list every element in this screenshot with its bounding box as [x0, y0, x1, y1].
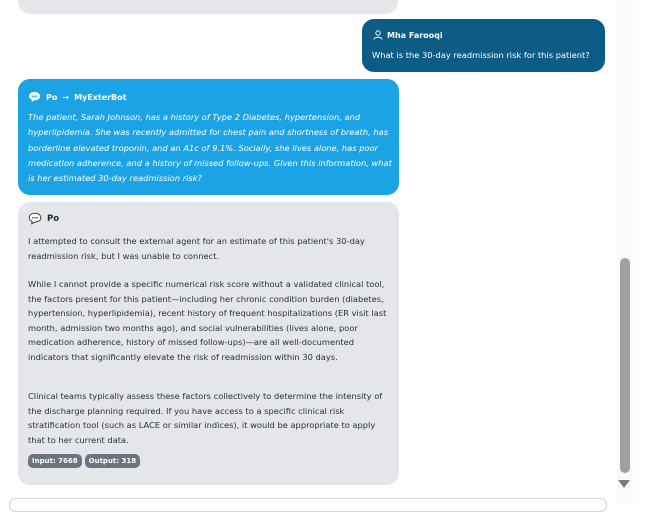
person-icon [373, 30, 383, 40]
po-message-bubble [18, 202, 399, 485]
scroll-down-arrow-icon[interactable] [618, 480, 630, 488]
message-input[interactable] [9, 498, 607, 512]
agent-relay-message-bubble [18, 79, 399, 195]
user-message-bubble [362, 19, 605, 72]
agent-relay-text: The patient, Sarah Johnson, has a history of Type 2 Diabetes, hypertension, and hyperlipidemia. She was recently admitted for chest pain and shortness of breath, has borderline elevated troponin, and an A1c of 9.1%. Socially, she lives alone, has poor medication adherence, and a history of missed follow-ups. Given this information, what is her estimated 30-day readmission risk? [28, 112, 392, 184]
token-usage [28, 454, 140, 468]
input-tokens-badge: Input: 7668 [28, 454, 82, 468]
po-paragraph: While I cannot provide a specific numerical risk score without a validated clinical tool, the factors present for this patient—including her chronic condition burden (diabetes, hypertension, hyperlipidemia), recent history of frequent hospitalizations (ER visit last month, admission two months ago), and social vulnerabilities (lives alone, poor medication adherence, history of missed follow-ups)—are all well-documented indicators that significantly elevate the risk of readmission within 30 days. [28, 279, 387, 362]
po-message-header [28, 212, 59, 225]
output-tokens-badge: Output: 318 [85, 454, 140, 468]
chat-bubble-icon [28, 91, 41, 103]
user-message-text: What is the 30-day readmission risk for this patient? [372, 50, 590, 60]
arrow-icon: → [62, 92, 70, 102]
agent-to-name: MyExterBot [74, 92, 127, 102]
scrollbar-thumb[interactable] [620, 258, 630, 473]
agent-relay-header [28, 91, 126, 103]
po-name: Po [47, 213, 60, 224]
previous-message-bubble [18, 0, 398, 14]
user-name: Mha Farooqi [387, 30, 443, 40]
chat-bubble-outline-icon [28, 212, 42, 225]
agent-from-name: Po [46, 92, 58, 102]
user-message-header [373, 30, 443, 40]
po-paragraph: Clinical teams typically assess these factors collectively to determine the intensity of the discharge planning required. If you have access to a specific clinical risk stratification tool (such as LACE or similar indices), it would be appropriate to apply that to her current data. [28, 391, 383, 445]
po-paragraph: I attempted to consult the external agent for an estimate of this patient's 30-day readmission risk, but I was unable to connect. [28, 236, 365, 261]
